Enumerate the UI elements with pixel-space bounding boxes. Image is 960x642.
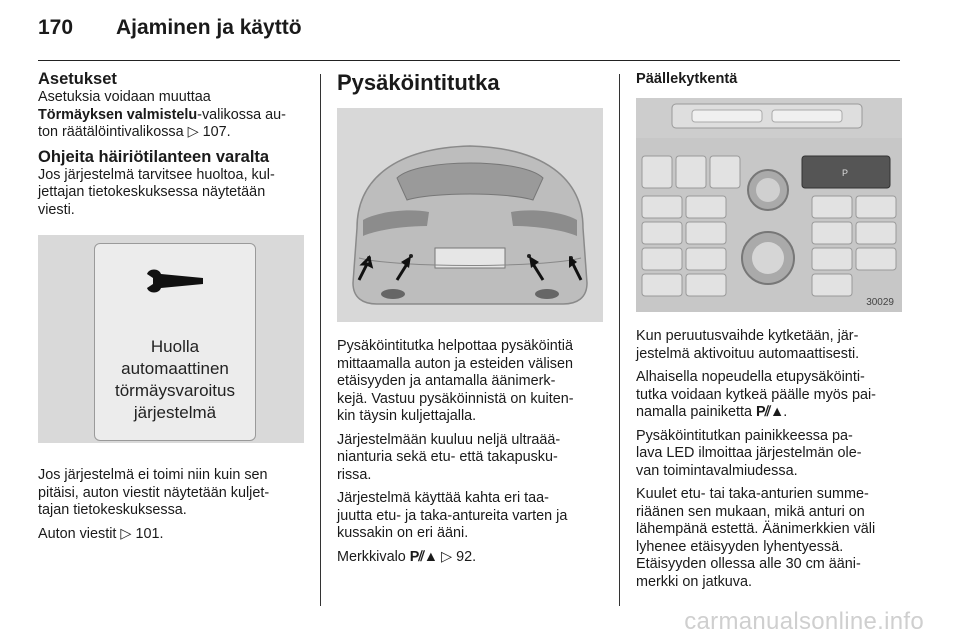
header-divider [38,60,900,61]
radar-p3-line-1: Järjestelmä käyttää kahta eri taa- [337,490,549,506]
indicator-page-ref[interactable]: 92. [456,548,477,565]
heading-fault: Ohjeita häiriötilanteen varalta [38,147,270,166]
switch-panel-figure [636,98,902,312]
switch-p1-line-1: Kun peruutusvaihde kytketään, jär- [636,328,859,344]
menu-name: Törmäyksen valmistelu [38,106,198,123]
switch-p3-line-3: van toimintavalmiudessa. [636,462,798,479]
switch-p2-line-3: namalla painiketta P⫽▲. [636,404,788,420]
switch-p4-line-6: merkki on jatkuva. [636,573,752,590]
svg-text:P: P [842,168,849,178]
page-ref-arrow-icon: ▷ [441,548,453,565]
vehicle-messages-line [38,526,306,544]
radar-p1-line-4: kejä. Vastuu pysäköinnistä on kuiten- [337,390,574,407]
page-ref-arrow-icon: ▷ [120,525,132,542]
vehicle-messages-text: Auton viestit [38,525,117,542]
page-ref-arrow-icon: ▷ [187,124,199,140]
radar-p2-line-2: nianturia sekä etu- että takapusku- [337,449,558,465]
after-line-1: Jos järjestelmä ei toimi niin kuin sen [38,467,268,483]
watermark: carmanualsonline.info [684,608,924,635]
switch-p4-line-2: riäänen sen mukaan, mikä anturi on [636,503,865,520]
radar-p1-line-2: mittaamalla auton ja esteiden välisen [337,355,573,372]
switch-panel-illustration [636,98,902,312]
figure-code: 30029 [866,297,894,308]
radar-p1-line-3: etäisyyden ja antamalla äänimerk- [337,373,556,389]
switch-p3-line-1: Pysäköintitutkan painikkeessa pa- [636,427,853,444]
fault-line-1: Jos järjestelmä tarvitsee huoltoa, kul- [38,166,275,183]
switch-p2-line-2: tutka voidaan kytkeä päälle myös pai- [636,386,876,403]
parking-assist-icon: P⫽▲ [756,404,784,420]
settings-line-1: Asetuksia voidaan muuttaa [38,89,211,105]
column-divider-2 [619,74,620,606]
switch-p4-line-1: Kuulet etu- tai taka-anturien summe- [636,486,869,502]
column-divider-1 [320,74,321,606]
switch-p4-line-5: Etäisyyden ollessa alle 30 cm ääni- [636,556,861,572]
column-2 [337,70,605,566]
service-message-figure [38,235,304,443]
radar-p3-line-2: juutta etu- ja taka-antureita varten ja [337,507,568,524]
heading-settings: Asetukset [38,70,117,88]
wrench-icon [143,266,207,296]
settings-line-3 [38,124,306,142]
message-line-4: järjestelmä [133,403,217,422]
switch-p1-line-2: jestelmä aktivoituu automaattisesti. [636,345,860,362]
radar-p1-line-1: Pysäköintitutka helpottaa pysäköintiä [337,338,573,354]
switch-p4-line-4: lyhenee etäisyyden lyhentyessä. [636,538,844,555]
column-1 [38,70,306,543]
vehicle-messages-ref[interactable]: 101. [135,525,164,542]
settings-text-b: ton räätälöintivalikossa [38,124,184,140]
radar-p3-line-3: kussakin on eri ääni. [337,525,469,541]
switch-p2-line-1: Alhaisella nopeudella etupysäköinti- [636,369,865,385]
chapter-title: Ajaminen ja käyttö [116,16,302,39]
message-line-3: törmäysvaroitus [115,381,235,400]
settings-page-ref[interactable]: 107. [202,124,231,140]
radar-p2-line-1: Järjestelmään kuuluu neljä ultraää- [337,431,561,448]
settings-line-2 [38,107,306,125]
page-header [38,16,302,52]
fault-line-2: jettajan tietokeskuksessa näytetään [38,184,266,200]
indicator-text: Merkkivalo [337,548,406,565]
fault-line-3: viesti. [38,201,75,218]
switch-p3-line-2: lava LED ilmoittaa järjestelmän ole- [636,445,862,461]
after-line-3: tajan tietokeskuksessa. [38,502,187,518]
car-rear-figure [337,108,603,322]
switch-p4-line-3: lähempänä estettä. Äänimerkkien väli [636,521,876,537]
radar-p4-line [337,549,605,567]
switch-p2-text: namalla painiketta [636,404,752,420]
message-line-2: automaattinen [121,359,229,378]
page-number: 170 [38,16,74,39]
heading-parking-radar: Pysäköintitutka [337,70,500,95]
message-line-1: Huolla [150,337,200,356]
radar-p1-line-5: kin täysin kuljettajalla. [337,408,477,424]
column-3 [636,70,902,591]
message-text [95,336,255,424]
settings-text-a: -valikossa au- [197,106,286,123]
message-display [94,243,256,441]
heading-switch-on: Päällekytkentä [636,71,738,87]
after-line-2: pitäisi, auton viestit näytetään kuljet- [38,484,270,501]
parking-assist-icon: P⫽▲ [409,548,438,565]
car-rear-illustration [337,108,603,322]
radar-p2-line-3: rissa. [337,466,372,483]
